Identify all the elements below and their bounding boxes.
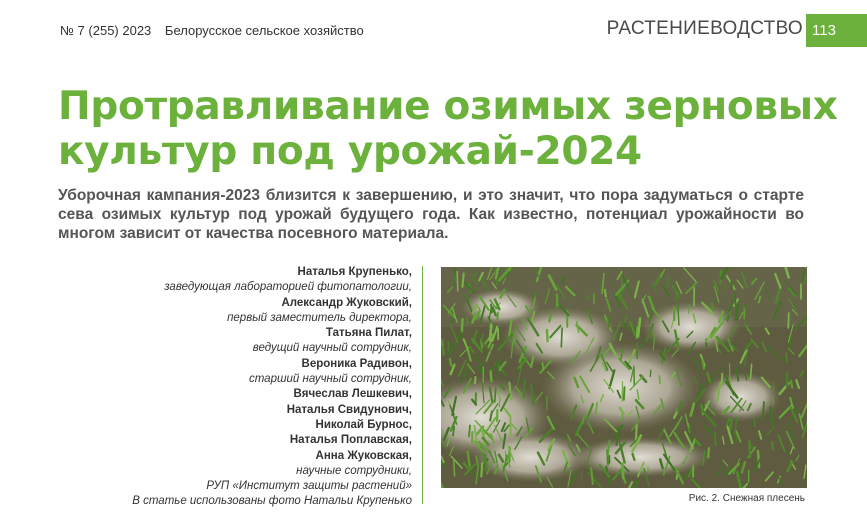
authors-block [80,265,412,510]
author-line: заведующая лабораторией фитопатологии, [164,281,412,294]
author-line: В статье использованы фото Натальи Крупенько [132,495,412,508]
snow-mold-photo [441,267,807,488]
grass-blade [751,364,752,378]
grass-blade [650,370,651,376]
grass-blade [490,325,491,341]
grass-blade [731,282,732,288]
grass-blade [481,463,482,476]
issue-number: № 7 (255) 2023 [60,23,152,38]
grass-blade [749,441,750,457]
grass-blade [715,432,716,445]
grass-blade [708,448,709,457]
grass-blade [453,427,454,436]
grass-blade [469,425,470,436]
grass-blade [495,389,496,403]
grass-blade [722,374,723,383]
journal-name: Белорусское сельское хозяйство [164,23,364,38]
author-line: Александр Жуковский, [281,296,412,309]
figure-caption: Рис. 2. Снежная плесень [688,493,805,504]
author-line: Николай Бурнос, [315,418,412,431]
grass-blade [482,335,483,342]
author-line: Анна Жуковская, [315,449,412,462]
author-line: РУП «Институт защиты растений» [206,480,412,493]
grass-blade [735,295,736,306]
grass-blade [678,305,679,325]
grass-blade [561,328,562,347]
grass-blade [547,330,548,341]
grass-blade [475,377,476,383]
grass-blade [730,419,731,429]
grass-blade [442,340,443,354]
grass-blade [543,363,544,369]
section-label: РАСТЕНИЕВОДСТВО [606,18,803,39]
grass-blade [763,402,764,419]
grass-blade [462,319,463,332]
title-line-2: культур под урожай-2024 [58,129,642,174]
author-line: Татьяна Пилат, [325,327,412,340]
author-line: Наталья Свидунович, [286,403,412,416]
running-header [60,23,364,38]
title-line-1: Протравливание озимых зерновых [58,84,838,129]
grass-blade [622,464,623,478]
mold-patch [641,302,741,352]
author-line: Вячеслав Лешкевич, [293,388,412,401]
author-line: ведущий научный сотрудник, [252,342,412,355]
grass-blade [624,387,625,400]
author-line: Вероника Радивон, [301,357,412,370]
page-number: 113 [806,14,867,47]
article-lead: Уборочная кампания-2023 близится к завершению, и это значит, что пора задуматься о старте сева озимых культур под урожай будущего года. Как известно, потенциал урожайности во многом зависит от качества посевного материала. [58,187,804,242]
grass-blade [786,353,787,362]
grass-blade [608,317,609,326]
grass-blade [636,425,637,440]
grass-blade [730,364,731,382]
grass-blade [491,371,492,381]
grass-blade [791,381,792,387]
grass-blade [450,359,451,366]
column-divider [422,266,423,504]
grass-blade [605,290,606,297]
grass-blade [454,459,455,476]
grass-blade [462,274,463,287]
author-line: научные сотрудники, [296,464,412,477]
author-line: Наталья Крупенько, [297,266,412,278]
grass-blade [659,376,660,384]
grass-blade [455,274,456,281]
article-title [58,84,848,174]
author-line: старший научный сотрудник, [248,373,412,386]
grass-blade [788,313,789,328]
grass-blade [549,315,551,321]
grass-blade [497,313,498,320]
author-line: первый заместитель директора, [227,311,412,324]
grass-blade [457,272,458,291]
author-line: Наталья Поплавская, [289,434,412,447]
